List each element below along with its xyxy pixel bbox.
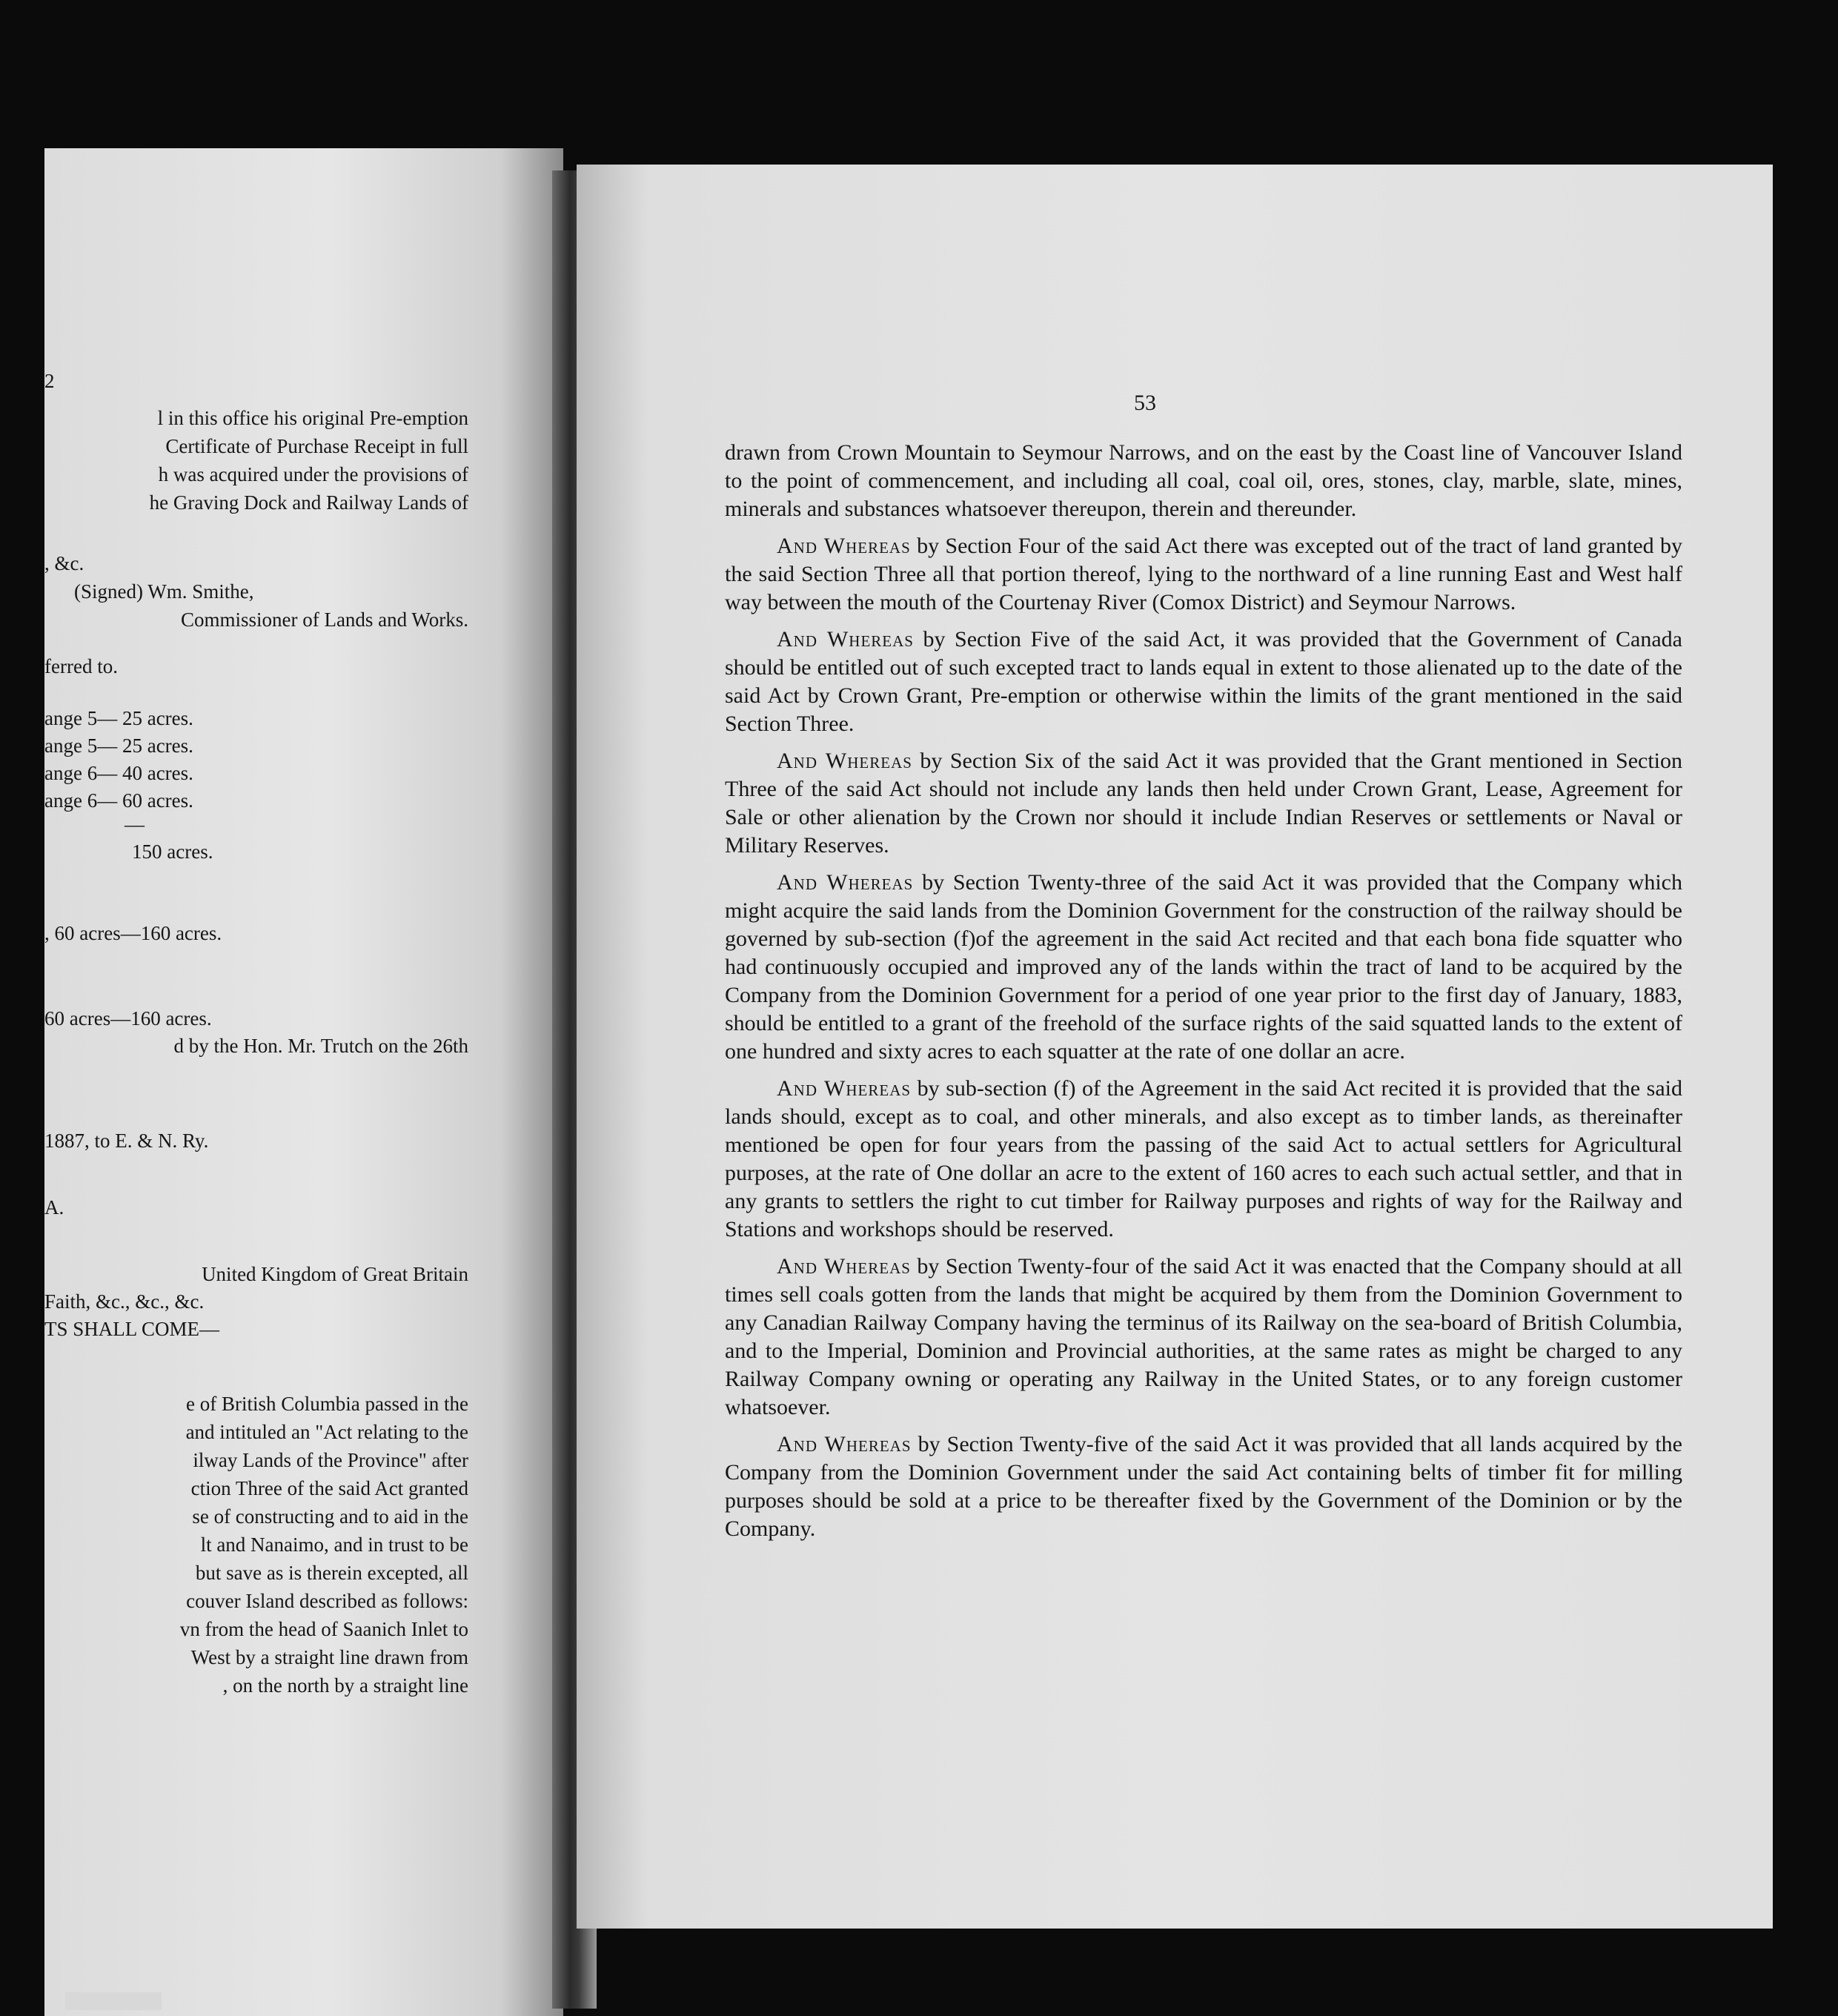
left-line: ction Three of the said Act granted (190, 1477, 468, 1499)
left-line: ange 6— 40 acres. (44, 762, 193, 784)
left-line: ilway Lands of the Province" after (193, 1449, 468, 1471)
left-line: 2 (44, 370, 55, 392)
left-line: , 60 acres—160 acres. (44, 922, 222, 944)
left-line: — (125, 813, 145, 835)
paragraph (725, 1075, 1682, 1244)
page-number: 53 (1134, 391, 1156, 415)
right-page (577, 165, 1773, 1929)
left-line: ange 6— 60 acres. (44, 789, 193, 812)
left-line: ferred to. (44, 655, 118, 677)
paragraph-text: by Section Twenty-four of the said Act it was enacted that the Company should at all times sell coals gotten from the lands that might be acquired by them from the Dominion Government to any Canadian Railway Company having the terminus of its Railway on the sea-board of British Columbia, and to the Imperial, Dominion and Provincial authorities, at the same rates as might be charged to any Railway Company owning or operating any Railway in the United States, or to any foreign customer whatsoever. (725, 1254, 1682, 1419)
left-page-text (44, 148, 563, 2016)
left-line: TS SHALL COME— (44, 1318, 220, 1340)
left-line: l in this office his original Pre-emption (157, 407, 468, 429)
corner-tab (65, 1992, 162, 2010)
whereas-lead: And Whereas (777, 627, 914, 651)
left-line: vn from the head of Saanich Inlet to (179, 1618, 468, 1640)
left-line: , on the north by a straight line (222, 1674, 468, 1697)
left-line: couver Island described as follows: (186, 1590, 468, 1612)
paragraph-text: by Section Six of the said Act it was provided that the Grant mentioned in Section Three of the said Act should not include any lands then held under Crown Grant, Lease, Agreement for Sale or other alienation by the Crown nor should it include Indian Reserves or settlements or Naval or Military Reserves. (725, 749, 1682, 858)
left-line: but save as is therein excepted, all (195, 1562, 468, 1584)
paragraph (725, 439, 1682, 523)
whereas-lead: And Whereas (777, 1076, 912, 1101)
left-line: 150 acres. (132, 840, 213, 863)
whereas-lead: And Whereas (777, 534, 911, 558)
left-line: United Kingdom of Great Britain (202, 1263, 468, 1285)
paragraph-text: by Section Four of the said Act there was excepted out of the tract of land granted by the said Section Three all that portion thereof, lying to the northward of a line running East and West half way between the mouth of the Courtenay River (Comox District) and Seymour Narrows. (725, 534, 1683, 614)
paragraph-text: by sub-section (f) of the Agreement in the said Act recited it is provided that the said lands should, except as to coal, and other minerals, and also except as to timber lands, as thereinafter mentioned be open for four years from the passing of the said Act to actual settlers for Agricultural purposes, at the rate of One dollar an acre to the extent of 160 acres to each such actual settler, and that in any grants to settlers the right to cut timber for Railway purposes and rights of way for the Railway and Stations and workshops should be reserved. (725, 1076, 1682, 1241)
paragraph-text: by Section Twenty-five of the said Act it was provided that all lands acquired by the Company from the Dominion Government under the said Act containing belts of timber fit for milling purposes should be sold at a price to be thereafter fixed by the Government of the Dominion or by the Company. (725, 1432, 1682, 1541)
left-line: , &c. (44, 552, 84, 574)
left-page (44, 148, 563, 2016)
left-line: (Signed) Wm. Smithe, (74, 580, 254, 603)
paragraph (725, 869, 1682, 1066)
paragraph (725, 747, 1682, 860)
left-line: Faith, &c., &c., &c. (44, 1290, 205, 1313)
left-line: he Graving Dock and Railway Lands of (149, 491, 468, 514)
whereas-lead: And Whereas (777, 1432, 912, 1456)
whereas-lead: And Whereas (777, 870, 914, 895)
left-line: ange 5— 25 acres. (44, 707, 193, 729)
left-line: e of British Columbia passed in the (186, 1393, 468, 1415)
paragraph (725, 532, 1682, 617)
paragraph (725, 626, 1682, 738)
left-line: A. (44, 1196, 64, 1218)
left-line: West by a straight line drawn from (190, 1646, 468, 1668)
left-line: ange 5— 25 acres. (44, 735, 193, 757)
left-line: 60 acres—160 acres. (44, 1007, 212, 1029)
left-line: and intituled an "Act relating to the (185, 1421, 468, 1443)
left-line: Commissioner of Lands and Works. (180, 609, 468, 631)
paragraph-text: drawn from Crown Mountain to Seymour Narrows, and on the east by the Coast line of Vancouver Island to the point of commencement, and including all coal, coal oil, ores, stones, clay, marble, slate, mines, minerals and substances whatsoever thereupon, therein and thereunder. (725, 440, 1682, 521)
left-line: 1887, to E. & N. Ry. (44, 1130, 209, 1152)
paragraph (725, 1430, 1682, 1543)
left-line: se of constructing and to aid in the (192, 1505, 468, 1528)
left-line: d by the Hon. Mr. Trutch on the 26th (173, 1035, 468, 1057)
left-line: Certificate of Purchase Receipt in full (165, 435, 468, 457)
left-line: h was acquired under the provisions of (158, 463, 468, 485)
whereas-lead: And Whereas (777, 749, 912, 773)
whereas-lead: And Whereas (777, 1254, 911, 1279)
body-text (725, 439, 1682, 1552)
paragraph-text: by Section Twenty-three of the said Act it was provided that the Company which might acquire the said lands from the Dominion Government for the construction of the railway should be governed by sub-section (f)of the agreement in the said Act recited and that each bona fide squatter who had continuously occupied and improved any of the lands within the tract of land to be acquired by the Company from the Dominion Government for a period of one year prior to the first day of January, 1883, should be entitled to a grant of the freehold of the surface rights of the said squatted lands to the extent of one hundred and sixty acres to each squatter at the rate of one dollar an acre. (725, 870, 1682, 1064)
paragraph (725, 1253, 1682, 1422)
paragraph-text: by Section Five of the said Act, it was provided that the Government of Canada should be entitled out of such excepted tract to lands equal in extent to those alienated up to the date of the said Act by Crown Grant, Pre-emption or otherwise within the limits of the grant mentioned in the said Section Three. (725, 627, 1682, 736)
left-line: lt and Nanaimo, and in trust to be (200, 1533, 468, 1556)
